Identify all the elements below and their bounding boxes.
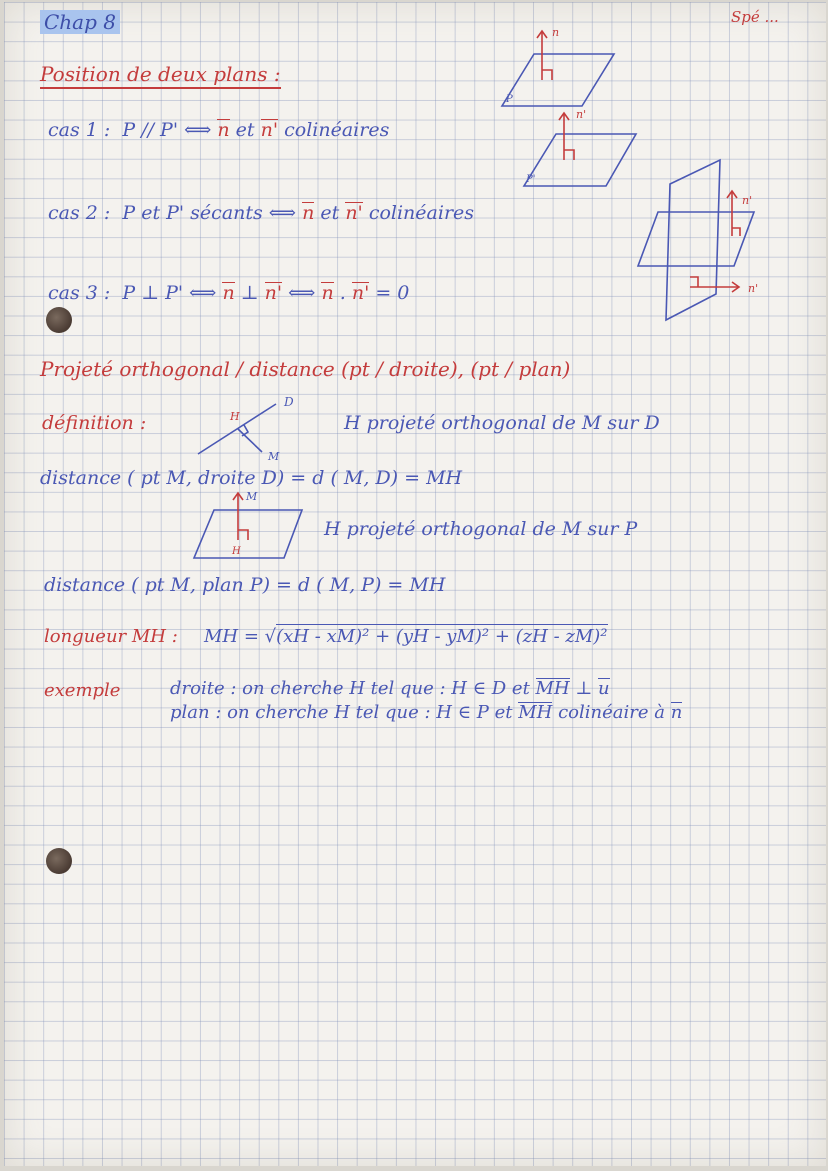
- section2-title: Projeté orthogonal / distance (pt / droite), (pt / plan): [40, 357, 571, 381]
- definition-label: définition :: [42, 412, 147, 434]
- cas1-line: cas 1 : P // P' ⟺ n et n' colinéaires: [48, 119, 390, 141]
- vector-n: n: [217, 119, 230, 141]
- vector-u: u: [598, 678, 610, 699]
- cas3-line: cas 3 : P ⊥ P' ⟺ n ⊥ n' ⟺ n . n' = 0: [48, 282, 410, 304]
- label-D: D: [284, 395, 294, 409]
- plane-vertical: [666, 160, 720, 320]
- intersecting-planes-figure: [630, 152, 780, 322]
- vector-n-prime: n': [264, 282, 283, 304]
- chapter-title: Chap 8: [40, 10, 120, 34]
- label-M: M: [268, 450, 280, 463]
- vector-n: n: [670, 702, 683, 723]
- vector-n-prime: n': [351, 282, 370, 304]
- longueur-lhs: MH = √: [204, 626, 277, 647]
- plane-P-prime: [524, 134, 636, 186]
- distance-droite-formula: distance ( pt M, droite D) = d ( M, D) = MH: [40, 467, 463, 489]
- cas2-statement: P et P' sécants ⟺: [122, 202, 303, 224]
- vector-n: n: [321, 282, 334, 304]
- projection-line-figure: [192, 392, 312, 472]
- course-label: Spé ...: [731, 8, 779, 26]
- vector-n-prime: n': [260, 119, 279, 141]
- longueur-formula: [204, 626, 608, 647]
- exemple-droite: droite : on cherche H tel que : H ∈ D et MH ⊥ u: [170, 678, 610, 699]
- label-H: H: [232, 546, 241, 557]
- label-n-prime: n': [742, 194, 753, 207]
- cas1-label: cas 1 :: [48, 119, 111, 141]
- vector-n: n: [222, 282, 235, 304]
- vector-n: n: [302, 202, 315, 224]
- plane-P: [502, 54, 614, 106]
- label-P: P: [506, 94, 513, 105]
- vector-n-prime: n': [345, 202, 363, 224]
- binder-hole-bottom: [46, 848, 72, 874]
- label-P-prime: P': [526, 174, 536, 185]
- label-M: M: [246, 490, 258, 503]
- cas3-statement: P ⊥ P' ⟺: [122, 282, 223, 304]
- distance-plan-formula: distance ( pt M, plan P) = d ( M, P) = MH: [44, 574, 446, 596]
- label-n-prime: n': [576, 108, 587, 121]
- cas1-statement: P // P' ⟺: [122, 119, 218, 141]
- notebook-page: [4, 2, 826, 1166]
- label-n: n: [552, 26, 560, 39]
- binder-hole-top: [46, 307, 72, 333]
- longueur-radicand: (xH - xM)² + (yH - yM)² + (zH - zM)²: [276, 626, 608, 647]
- section1-title: Position de deux plans :: [40, 62, 281, 89]
- definition-plan-text: H projeté orthogonal de M sur P: [324, 518, 638, 540]
- label-n-prime: n': [748, 282, 759, 295]
- vector-MH: MH: [518, 702, 553, 723]
- cas2-label: cas 2 :: [48, 202, 111, 224]
- cas3-label: cas 3 :: [48, 282, 111, 304]
- projection-plane-figure: [184, 488, 314, 568]
- longueur-label: longueur MH :: [44, 626, 178, 647]
- cas2-line: cas 2 : P et P' sécants ⟺ n et n' colinéaires: [48, 202, 475, 224]
- exemple-label: exemple: [44, 680, 121, 701]
- vector-MH: MH: [535, 678, 570, 699]
- exemple-plan: plan : on cherche H tel que : H ∈ P et MH colinéaire à n: [170, 702, 683, 723]
- label-H: H: [230, 410, 240, 423]
- definition-droite-text: H projeté orthogonal de M sur D: [344, 412, 660, 434]
- plane-horizontal: [638, 212, 754, 266]
